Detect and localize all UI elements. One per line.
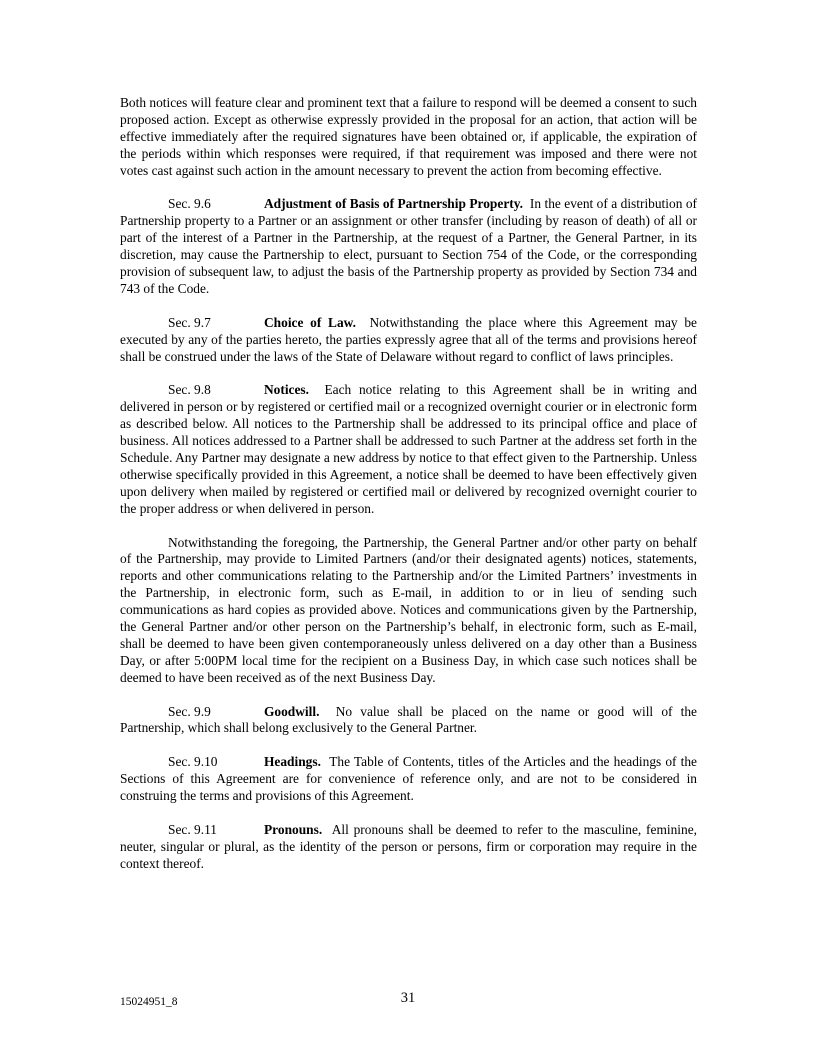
section-9-10 — [120, 754, 697, 805]
section-number: Sec. 9.10 — [168, 754, 218, 770]
section-title: Goodwill. — [264, 703, 320, 719]
section-title: Pronouns. — [264, 821, 323, 837]
section-title: Choice of Law. — [264, 314, 356, 330]
document-body — [120, 95, 697, 889]
page-number: 31 — [400, 990, 416, 1006]
section-number: Sec. 9.6 — [168, 196, 211, 212]
section-text: Notwithstanding the place where this Agreement may be executed by any of the parties hereto, the parties expressly agree that all of the terms and provisions hereof shall be construed under the laws of the State of Delaware without regard to conflict of laws principles. — [120, 314, 697, 364]
section-title: Adjustment of Basis of Partnership Property. — [264, 196, 524, 212]
section-text: Each notice relating to this Agreement shall be in writing and delivered in person or by registered or certified mail or a recognized overnight courier or in electronic form as described below. All notices to the Partnership shall be addressed to its principal office and place of business. All notices addressed to a Partner shall be addressed to such Partner at the address set forth in the Schedule. Any Partner may designate a new address by notice to that effect given to the Partnership. Unless otherwise specifically provided in this Agreement, a notice shall be deemed to have been effectively given upon delivery when mailed by registered or certified mail or delivered by recognized overnight courier to the proper address or when delivered in person. — [120, 382, 697, 516]
section-text: In the event of a distribution of Partnership property to a Partner or an assignment or other transfer (including by reason of death) of all or part of the interest of a Partner in the Partnership, at the request of a Partner, the General Partner, in its discretion, may cause the Partnership to elect, pursuant to Section 754 of the Code, or the corresponding provision of subsequent law, to adjust the basis of the Partnership property as provided by Section 734 and 743 of the Code. — [120, 196, 697, 296]
section-number: Sec. 9.8 — [168, 382, 211, 398]
section-number: Sec. 9.9 — [168, 703, 211, 719]
section-9-8 — [120, 382, 697, 517]
section-text: No value shall be placed on the name or good will of the Partnership, which shall belong exclusively to the General Partner. — [120, 703, 697, 736]
section-9-9 — [120, 704, 697, 738]
section-9-6 — [120, 196, 697, 297]
notices-electronic-paragraph: Notwithstanding the foregoing, the Partnership, the General Partner and/or other party on behalf of the Partnership, may provide to Limited Partners (and/or their designated agents) notices, statements, reports and other communications relating to the Partnership and/or the Limited Partners’ investments in the Partnership, in electronic form, such as E-mail, in addition to or in lieu of sending such communications as hard copies as provided above. Notices and communications given by the Partnership, the General Partner and/or other person on the Partnership’s behalf, in electronic form, such as E-mail, shall be deemed to have been given contemporaneously unless delivered on a day other than a Business Day, or after 5:00PM local time for the recipient on a Business Day, in which case such notices shall be deemed to have been received as of the next Business Day. — [120, 534, 697, 685]
section-title: Headings. — [264, 754, 321, 770]
section-9-11 — [120, 822, 697, 873]
section-title: Notices. — [264, 382, 309, 398]
section-number: Sec. 9.11 — [168, 821, 217, 837]
section-text: The Table of Contents, titles of the Articles and the headings of the Sections of this Agreement are for convenience of reference only, and are not to be considered in construing the terms and provisions of this Agreement. — [120, 754, 697, 804]
section-9-7 — [120, 315, 697, 366]
section-text: All pronouns shall be deemed to refer to the masculine, feminine, neuter, singular or plural, as the identity of the person or persons, firm or corporation may require in the context thereof. — [120, 821, 697, 871]
section-number: Sec. 9.7 — [168, 314, 211, 330]
document-id: 15024951_8 — [120, 996, 178, 1008]
intro-paragraph: Both notices will feature clear and prominent text that a failure to respond will be deemed a consent to such proposed action. Except as otherwise expressly provided in the proposal for an action, that action will be effective immediately after the required signatures have been obtained or, if applicable, the expiration of the periods within which responses were required, if that requirement was imposed and there were not votes cast against such action in the amount necessary to prevent the action from becoming effective. — [120, 95, 697, 178]
